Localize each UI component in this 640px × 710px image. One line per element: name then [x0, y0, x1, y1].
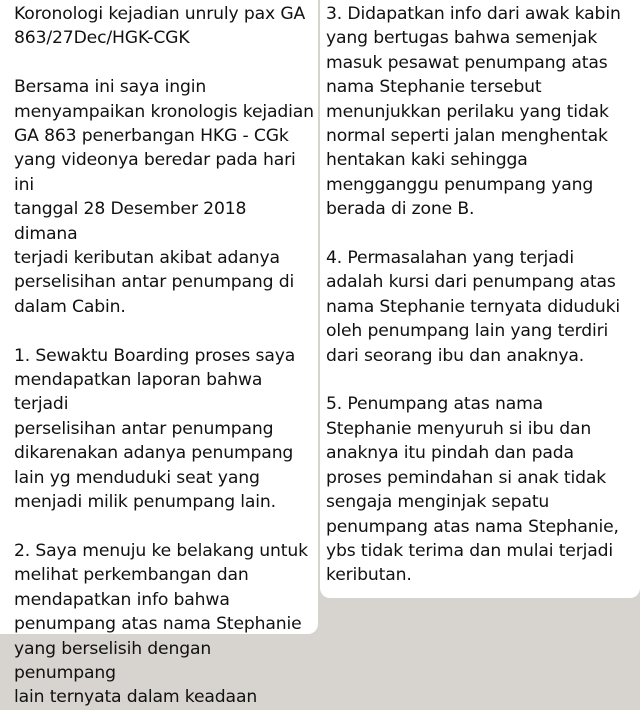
- message-point-2: 2. Saya menuju ke belakang untuk melihat perkembangan dan mendapatkan info bahwa penumpang atas nama Stephanie yang berselisih dengan penumpang lain ternyata dalam keadaan: [14, 540, 308, 708]
- message-point-5: 5. Penumpang atas nama Stephanie menyuruh si ibu dan anaknya itu pindah dan pada proses pemindahan si anak tidak sengaja menginjak sepatu penumpang atas nama Stephanie, ybs tidak terima dan mulai terjadi keributan.: [326, 394, 619, 586]
- message-bubble-left[interactable]: [0, 0, 318, 708]
- message-intro-paragraph: Bersama ini saya ingin menyampaikan kronologis kejadian GA 863 penerbangan HKG - CGk yang videonya beredar pada hari ini tanggal 28 Desember 2018 dimana terjadi keributan akibat adanya perselisihan antar penumpang di dalam Cabin.: [14, 77, 314, 317]
- message-point-1: 1. Sewaktu Boarding proses saya mendapatkan laporan bahwa terjadi perselisihan antar penumpang dikarenakan adanya penumpang lain yg menduduki seat yang menjadi milik penumpang lain.: [14, 345, 296, 513]
- message-point-4: 4. Permasalahan yang terjadi adalah kursi dari penumpang atas nama Stephanie ternyata diduduki oleh penumpang lain yang terdiri dari seorang ibu dan anaknya.: [326, 248, 621, 366]
- message-title: Koronologi kejadian unruly pax GA 863/27Dec/HGK-CGK: [14, 4, 306, 49]
- message-bubble-right[interactable]: [320, 0, 640, 598]
- message-point-3: 3. Didapatkan info dari awak kabin yang bertugas bahwa semenjak masuk pesawat penumpang atas nama Stephanie tersebut menunjukkan perilaku yang tidak normal seperti jalan menghentak hentakan kaki sehingga mengganggu penumpang yang berada di zone B.: [326, 4, 621, 220]
